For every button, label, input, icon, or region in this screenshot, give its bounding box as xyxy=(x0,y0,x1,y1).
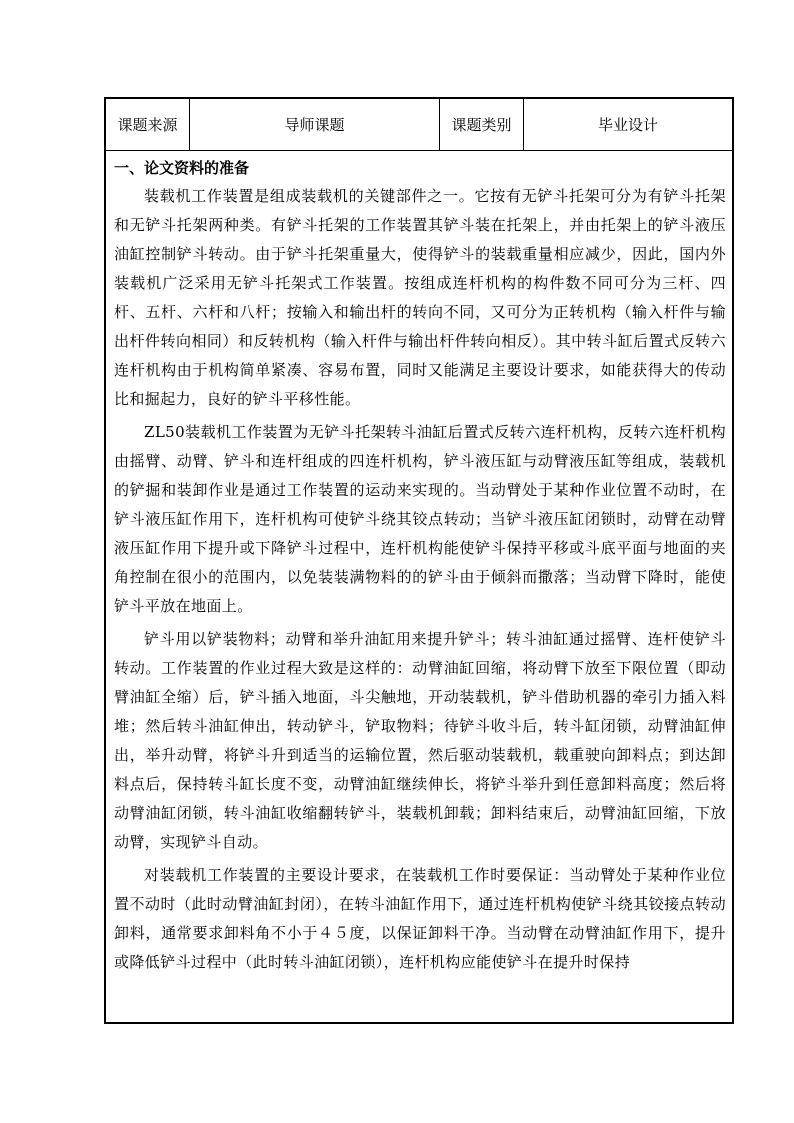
content-area xyxy=(114,154,726,981)
paragraph-2: ZL50装载机工作装置为无铲斗托架转斗油缸后置式反转六连杆机构，反转六连杆机构由摇臂、动臂、铲斗和连杆组成的四连杆机构，铲斗液压缸与动臂液压缸等组成，装载机的铲掘和装卸作业是通过工作装置的运动来实现的。当动臂处于某种作业位置不动时，在铲斗液压缸作用下，连杆机构可使铲斗绕其铰点转动；当铲斗液压缸闭锁时，动臂在动臂液压缸作用下提升或下降铲斗过程中，连杆机构能使铲斗保持平移或斗底平面与地面的夹角控制在很小的范围内，以免装装满物料的的铲斗由于倾斜而撒落；当动臂下降时，能使铲斗平放在地面上。 xyxy=(114,423,726,615)
topic-source-label: 课题来源 xyxy=(106,99,190,150)
paragraph-1: 装载机工作装置是组成装载机的关键部件之一。它按有无铲斗托架可分为有铲斗托架和无铲斗托架两种类。有铲斗托架的工作装置其铲斗装在托架上，并由托架上的铲斗液压油缸控制铲斗转动。由于铲斗托架重量大，使得铲斗的装载重量相应减少，因此，国内外装载机广泛采用无铲斗托架式工作装置。按组成连杆机构的构件数不同可分为三杆、四杆、五杆、六杆和八杆；按输入和输出杆的转向不同，又可分为正转机构（输入杆件与输出杆件转向相同）和反转机构（输入杆件与输出杆件转向相反）。其中转斗缸后置式反转六连杆机构由于机构简单紧凑、容易布置，同时又能满足主要设计要求，如能获得大的传动比和掘起力，良好的铲斗平移性能。 xyxy=(114,187,726,408)
header-row xyxy=(106,99,732,151)
form-table xyxy=(104,97,734,1024)
paragraph-4: 对装载机工作装置的主要设计要求，在装载机工作时要保证：当动臂处于某种作业位置不动时（此时动臂油缸封闭），在转斗油缸作用下，通过连杆机构使铲斗绕其铰接点转动卸料，通常要求卸料角不小于４５度，以保证卸料干净。当动臂在动臂油缸作用下，提升或降低铲斗过程中（此时转斗油缸闭锁），连杆机构应能使铲斗在提升时保持 xyxy=(114,866,726,971)
section-heading: 一、论文资料的准备 xyxy=(114,159,250,177)
topic-source-value: 导师课题 xyxy=(190,99,440,150)
paragraph-3: 铲斗用以铲装物料；动臂和举升油缸用来提升铲斗；转斗油缸通过摇臂、连杆使铲斗转动。工作装置的作业过程大致是这样的：动臂油缸回缩，将动臂下放至下限位置（即动臂油缸全缩）后，铲斗插入地面，斗尖触地，开动装载机，铲斗借助机器的牵引力插入料堆；然后转斗油缸伸出，转动铲斗，铲取物料；待铲斗收斗后，转斗缸闭锁，动臂油缸伸出，举升动臂，将铲斗升到适当的运输位置，然后驱动装载机，载重驶向卸料点；到达卸料点后，保持转斗缸长度不变，动臂油缸继续伸长，将铲斗举升到任意卸料高度；然后将动臂油缸闭锁，转斗油缸收缩翻转铲斗，装载机卸载；卸料结束后，动臂油缸回缩，下放动臂，实现铲斗自动。 xyxy=(114,630,726,851)
topic-type-label: 课题类别 xyxy=(440,99,524,150)
topic-type-value: 毕业设计 xyxy=(597,116,658,134)
